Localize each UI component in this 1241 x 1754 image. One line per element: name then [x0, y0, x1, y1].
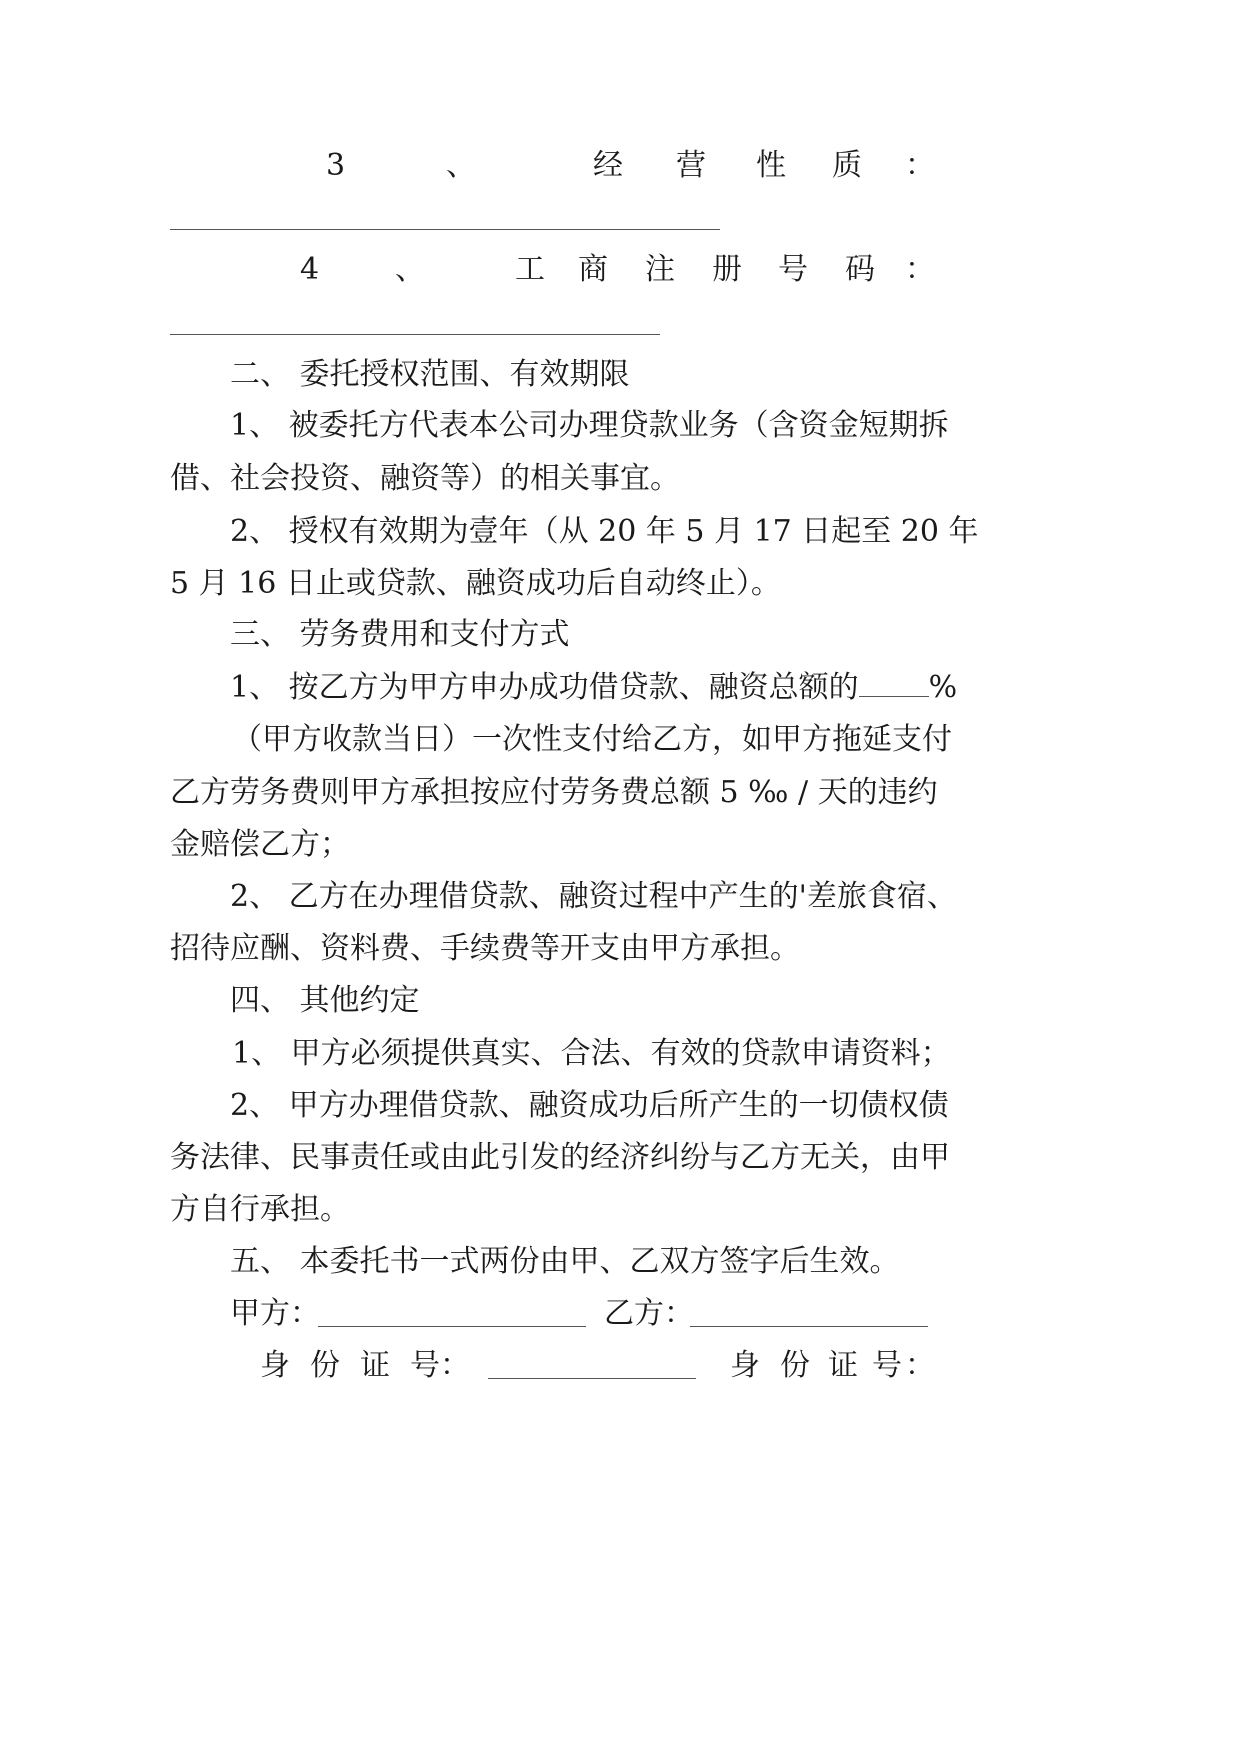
- item4-blank-line: [170, 334, 660, 335]
- document-page: 3 、 经 营 性 质 ： 4 、 工 商 注 册 号 码 ： 二、 委托授权范围、有效期限 1、 被委托方代表本公司办理贷款业务（含资金短期拆 借、社会投资、融资等）的相关事宜。 2、 授权有效期为壹年（从 20 年 5 月 17 日起至 20 年 5 月 16 日止或贷款、融资成功后自动终止）。 三、 劳务费用和支付方式 1、 按乙方为甲方申办成功借贷款、融资总额的 % （甲方收款当日）一次性支付给乙方，如甲方拖延支付 乙方劳务费则甲方承担按应付劳务费总额 5 ‰ / 天的违约 金赔偿乙方； 2、 乙方在办理借贷款、融资过程中产生的'差旅食宿、 招待应酬、资料费、手续费等开支由甲方承担。 四、 其他约定 1、 甲方必须提供真实、合法、有效的贷款申请资料； 2、 甲方办理借贷款、融资成功后所产生的一切债权债 务法律、民事责任或由此引发的经济纠纷与乙方无关，由甲 方自行承担。 五、 本委托书一式两份由甲、乙双方签字后生效。 甲方： 乙方： 身 份 证 号 ： 身 份 证 号 ：: [0, 0, 1241, 1754]
- item4-char: 商: [578, 252, 608, 287]
- party-a-id-blank: [488, 1378, 696, 1379]
- item4-colon: ：: [905, 252, 935, 287]
- id-char: 证: [360, 1348, 390, 1383]
- party-b-signature-blank: [690, 1326, 928, 1327]
- item4-char: 号: [778, 252, 808, 287]
- item3-char: 营: [676, 148, 706, 183]
- party-b-label: 乙方：: [604, 1296, 694, 1331]
- id-char: 号: [872, 1348, 902, 1383]
- party-a-signature-blank: [318, 1326, 586, 1327]
- section3-item1-text: 1、 按乙方为甲方申办成功借贷款、融资总额的: [230, 670, 859, 705]
- item4-separator: 、: [395, 252, 425, 287]
- item3-char: 质: [832, 148, 862, 183]
- percent-blank: [859, 670, 929, 697]
- item3-colon: ：: [905, 148, 935, 183]
- id-char: 身: [260, 1348, 290, 1383]
- id-char: ：: [905, 1348, 935, 1383]
- id-char: 证: [828, 1348, 858, 1383]
- percent-sign: %: [928, 670, 958, 705]
- id-char: ：: [440, 1348, 470, 1383]
- id-char: 份: [780, 1348, 810, 1383]
- party-a-label: 甲方：: [230, 1296, 320, 1331]
- item3-char: 经: [593, 148, 623, 183]
- item4-char: 注: [645, 252, 675, 287]
- item4-char: 工: [515, 252, 545, 287]
- id-char: 身: [730, 1348, 760, 1383]
- id-char: 号: [410, 1348, 440, 1383]
- id-char: 份: [310, 1348, 340, 1383]
- item3-blank-line: [170, 229, 720, 230]
- item3-char: 性: [756, 148, 786, 183]
- item4-char: 册: [712, 252, 742, 287]
- item3-separator: 、: [446, 148, 476, 183]
- item4-number: 4: [300, 252, 320, 287]
- item4-char: 码: [845, 252, 875, 287]
- item3-number: 3: [326, 148, 346, 183]
